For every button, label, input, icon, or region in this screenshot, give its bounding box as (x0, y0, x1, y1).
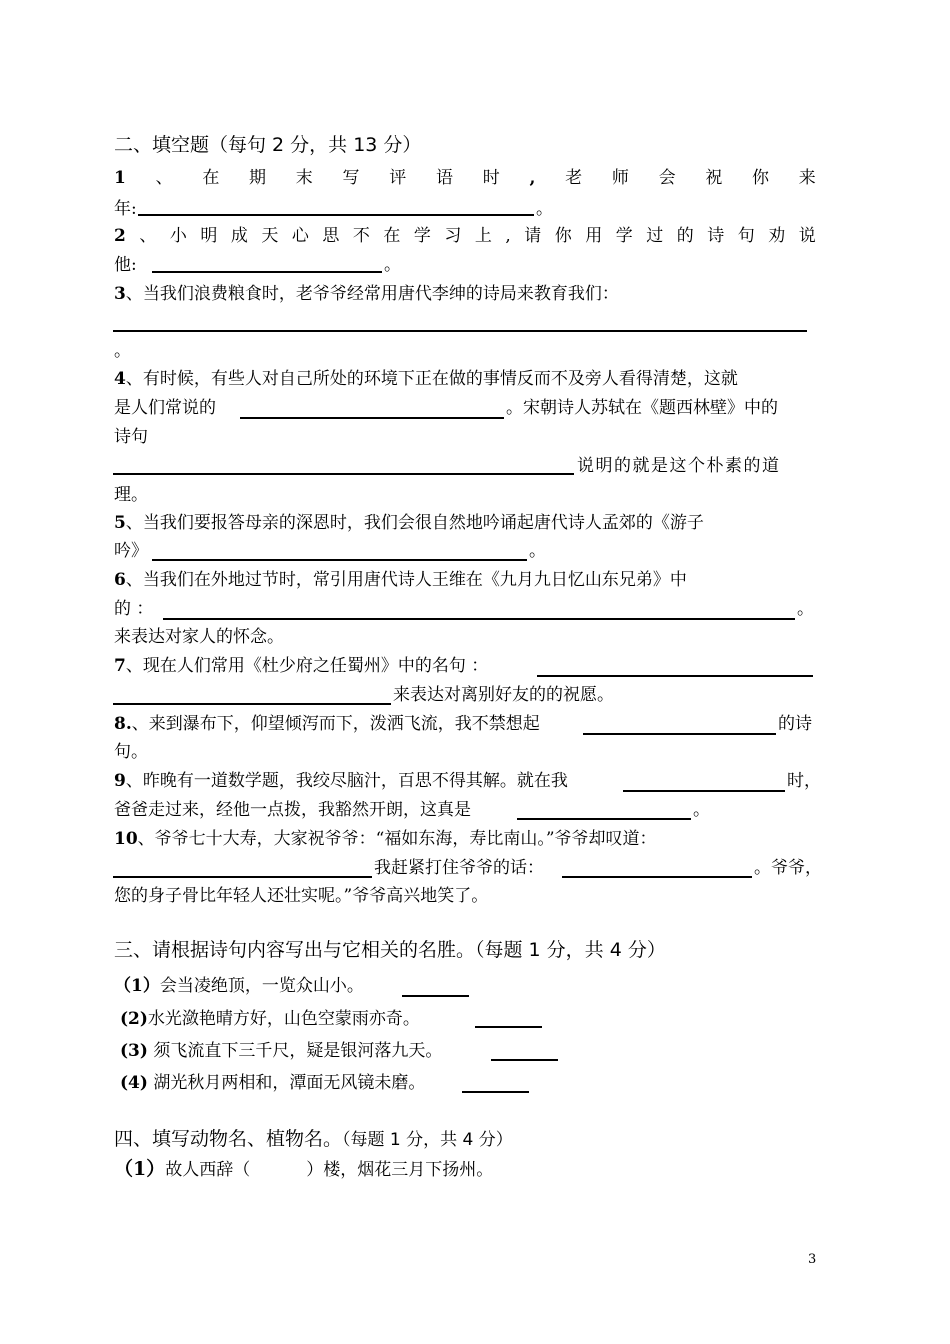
q6-answer-blank[interactable] (163, 618, 795, 620)
q6-line1: 6、当我们在外地过节时，常引用唐代诗人王维在《九月九日忆山东兄弟》中 (114, 570, 687, 590)
q7-line1: 7、现在人们常用《杜少府之任蜀州》中的名句 ： (114, 656, 489, 676)
s3-item-2-number: (2) (120, 1009, 148, 1029)
q9-answer-blank-2[interactable] (517, 818, 691, 820)
s3-item-1: （1）会当凌绝顶，一览众山小。 (114, 976, 364, 996)
s3-item-2-answer-blank[interactable] (475, 1026, 542, 1028)
q8-line2: 句。 (114, 742, 148, 762)
q6-number: 6 (114, 570, 126, 590)
q5-number: 5 (114, 513, 126, 533)
q10-answer-blank-1[interactable] (113, 876, 372, 878)
section3-heading: 三、请根据诗句内容写出与它相关的名胜。（每题 1 分，共 4 分） (114, 939, 666, 961)
q7-number: 7 (114, 656, 126, 676)
q2-line2-start: 他: (114, 255, 137, 275)
s3-item-4: (4) 湖光秋月两相和，潭面无风镜未磨。 (120, 1073, 426, 1093)
q9-line2-start: 爸爸走过来，经他一点拨，我豁然开朗，这真是 (114, 800, 471, 820)
q10-answer-blank-2[interactable] (562, 876, 752, 878)
q4-line5: 理。 (114, 485, 148, 505)
q8-number: 8. (114, 714, 132, 734)
q10-number: 10 (114, 829, 138, 849)
s3-item-2: (2)水光潋艳晴方好，山色空蒙雨亦奇。 (120, 1009, 420, 1029)
q3-number: 3 (114, 284, 126, 304)
s3-item-1-number: （1） (114, 976, 160, 996)
section4-score: （每题 1 分，共 4 分） (342, 1130, 513, 1150)
q2-number: 2 (114, 226, 126, 246)
q1-line1: 1 、 在 期 末 写 评 语 时 , 老 师 会 祝 你 来 (114, 168, 816, 188)
q4-line1: 4、有时候，有些人对自己所处的环境下正在做的事情反而不及旁人看得清楚，这就 (114, 369, 738, 389)
q10-line3: 您的身子骨比年轻人还壮实呢。”爷爷高兴地笑了。 (114, 886, 489, 906)
q10-line1: 10、爷爷七十大寿，大家祝爷爷：“福如东海，寿比南山。”爷爷却叹道： (114, 829, 657, 849)
q6-line2-start: 的 ： (114, 599, 154, 619)
q10-line2-end: 。爷爷， (754, 858, 822, 878)
section4-heading: 四、填写动物名、植物名。（每题 1 分，共 4 分） (114, 1128, 513, 1150)
q1-line2-start: 年: (114, 199, 137, 219)
q5-line1: 5、当我们要报答母亲的深恩时，我们会很自然地吟诵起唐代诗人孟郊的《游子 (114, 513, 704, 533)
s3-item-4-number: (4) (120, 1073, 148, 1093)
q3-answer-blank[interactable] (113, 330, 807, 332)
s3-item-3-number: (3) (120, 1041, 148, 1061)
q1-answer-blank[interactable] (138, 214, 534, 216)
q5-line2-start: 吟》 (114, 541, 148, 561)
q1-line2-end: 。 (536, 199, 553, 219)
q4-line2-start: 是人们常说的 (114, 398, 216, 418)
page-number: 3 (808, 1252, 817, 1267)
q5-line2-end: 。 (529, 541, 546, 561)
s3-item-1-answer-blank[interactable] (402, 995, 469, 997)
q2-line1: 2 、 小 明 成 天 心 思 不 在 学 习 上 , 请 你 用 学 过 的 诗 句 劝 说 (114, 226, 816, 246)
q4-number: 4 (114, 369, 126, 389)
q7-answer-blank-2[interactable] (113, 703, 391, 705)
s3-item-3: (3) 须飞流直下三千尺，疑是银河落九天。 (120, 1041, 443, 1061)
q4-line3: 诗句 (114, 427, 148, 447)
q6-line2-end: 。 (797, 599, 814, 619)
q8-line1-end: 的诗 (778, 714, 812, 734)
q1-number: 1 (114, 168, 126, 188)
section2-heading: 二、填空题（每句 2 分，共 13 分） (114, 134, 422, 156)
q8-answer-blank[interactable] (583, 733, 776, 735)
q9-line2-end: 。 (693, 800, 710, 820)
q9-line1-end: 时， (787, 771, 821, 791)
q6-line3: 来表达对家人的怀念。 (114, 627, 284, 647)
q4-line4-end: 说明的就是这个朴素的道 (577, 456, 781, 476)
q9-answer-blank-1[interactable] (623, 790, 785, 792)
q4-answer-blank-1[interactable] (240, 417, 504, 419)
q9-number: 9 (114, 771, 126, 791)
q3-line1: 3、当我们浪费粮食时，老爷爷经常用唐代李绅的诗局来教育我们： (114, 284, 619, 304)
q4-line2-end: 。宋朝诗人苏轼在《题西林壁》中的 (506, 398, 778, 418)
q10-line2-mid: 我赶紧打住爷爷的话： (374, 858, 544, 878)
s4-item-1-number: （1） (114, 1158, 166, 1180)
q8-line1: 8.、来到瀑布下，仰望倾泻而下，泼洒飞流，我不禁想起 (114, 714, 540, 734)
q7-answer-blank-1[interactable] (537, 675, 813, 677)
q4-answer-blank-2[interactable] (113, 473, 574, 475)
q2-line2-end: 。 (384, 255, 401, 275)
q9-line1: 9、昨晚有一道数学题，我绞尽脑汁，百思不得其解。就在我 (114, 771, 568, 791)
s4-item-1: （1）故人西辞（ ）楼，烟花三月下扬州。 (114, 1158, 494, 1180)
q3-end: 。 (114, 341, 131, 361)
s3-item-3-answer-blank[interactable] (491, 1059, 558, 1061)
q2-answer-blank[interactable] (152, 271, 382, 273)
q5-answer-blank[interactable] (152, 559, 527, 561)
s3-item-4-answer-blank[interactable] (462, 1091, 529, 1093)
q7-line2-end: 来表达对离别好友的的祝愿。 (393, 685, 614, 705)
